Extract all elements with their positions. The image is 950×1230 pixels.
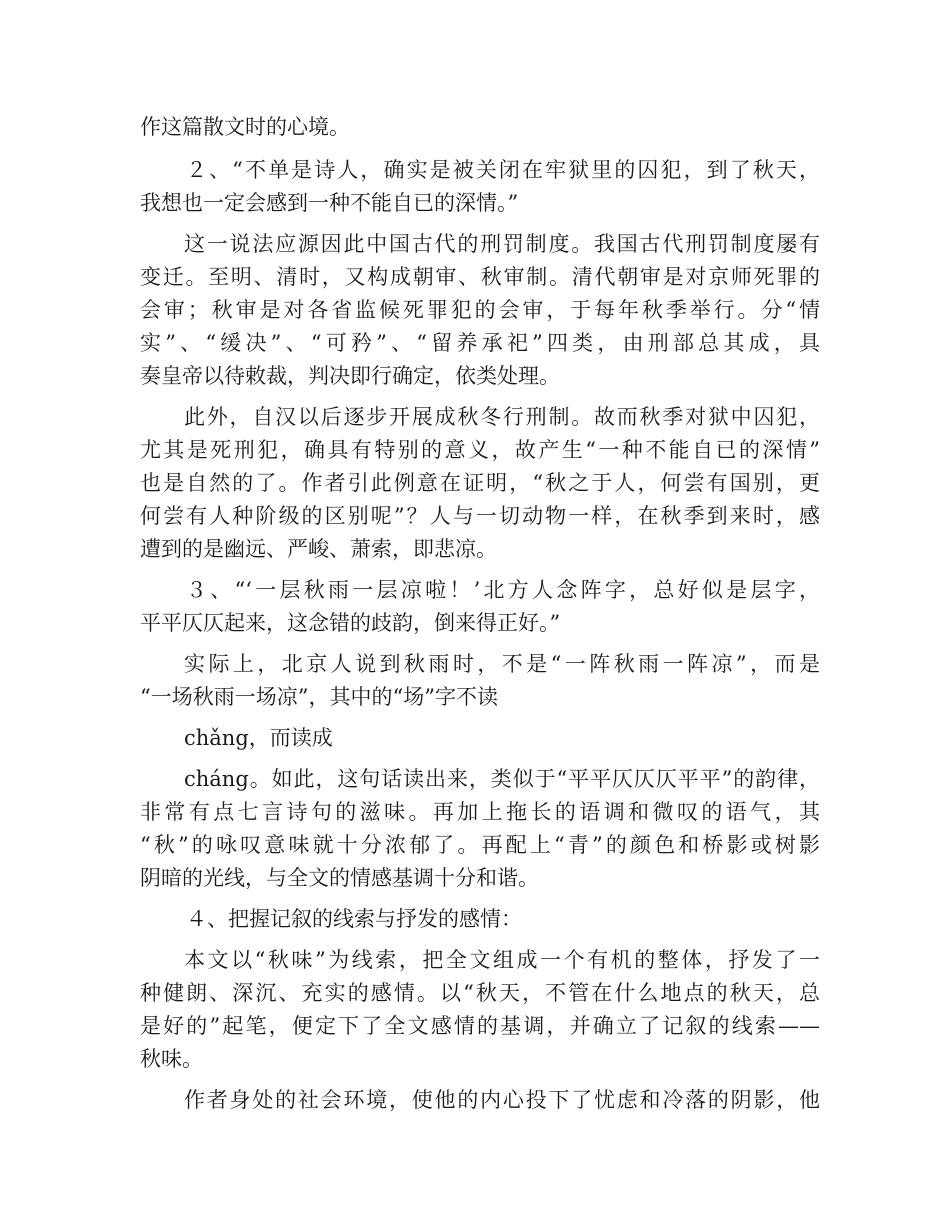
text-line: “秋”的咏叹意味就十分浓郁了。再配上“青”的颜色和桥影或树影 [140,833,820,857]
text-line: 何尝有人种阶级的区别呢”？人与一切动物一样，在秋季到来时，感 [140,504,820,528]
text-line: 尤其是死刑犯，确具有特别的意义，故产生“一种不能自已的深情” [140,438,820,462]
text-line: 也是自然的了。作者引此例意在证明，“秋之于人，何尝有国别，更 [140,471,820,495]
text-line: ３、“‘一层秋雨一层凉啦！’北方人念阵字，总好似是层字， [186,578,820,602]
text-line: 阴暗的光线，与全文的情感基调十分和谐。 [140,866,539,890]
text-line: cháng。如此，这句话读出来，类似于“平平仄仄仄平平”的韵律， [184,767,820,791]
text-line: 此外，自汉以后逐步开展成秋冬行刑制。故而秋季对狱中囚犯， [184,405,820,429]
text-line: 奏皇帝以待敕裁，判决即行确定，依类处理。 [140,364,560,388]
text-line: 是好的”起笔，便定下了全文感情的基调，并确立了记叙的线索—— [140,1014,820,1038]
text-line: 这一说法应源因此中国古代的刑罚制度。我国古代刑罚制度屡有 [184,232,820,256]
text-line: 我想也一定会感到一种不能自已的深情。” [140,191,519,215]
text-line: 实”、“缓决”、“可矜”、“留养承祀”四类，由刑部总其成，具 [140,331,820,355]
text-line: 非常有点七言诗句的滋味。再加上拖长的语调和微叹的语气，其 [140,800,820,824]
text-line: chǎng，而读成 [184,726,333,750]
text-line: 本文以“秋味”为线索，把全文组成一个有机的整体，抒发了一 [184,948,820,972]
text-line: 作这篇散文时的心境。 [140,115,350,139]
text-line: 作者身处的社会环境，使他的内心投下了忧虑和冷落的阴影，他 [184,1088,820,1112]
text-line: 种健朗、深沉、充实的感情。以“秋天，不管在什么地点的秋天，总 [140,981,820,1005]
text-line: 变迁。至明、清时，又构成朝审、秋审制。清代朝审是对京师死罪的 [140,265,820,289]
text-line: “一场秋雨一场凉”，其中的“场”字不读 [140,685,498,709]
text-line: ４、把握记叙的线索与抒发的感情： [186,907,522,931]
text-line: 实际上，北京人说到秋雨时，不是“一阵秋雨一阵凉”，而是 [184,652,820,676]
text-line: 秋味。 [140,1047,203,1071]
text-line: 遭到的是幽远、严峻、萧索，即悲凉。 [140,537,497,561]
text-line: 会审；秋审是对各省监候死罪犯的会审，于每年秋季举行。分“情 [140,298,820,322]
text-line: 平平仄仄起来，这念错的歧韵，倒来得正好。” [140,611,561,635]
text-line: ２、“不单是诗人，确实是被关闭在牢狱里的囚犯，到了秋天， [186,158,820,182]
